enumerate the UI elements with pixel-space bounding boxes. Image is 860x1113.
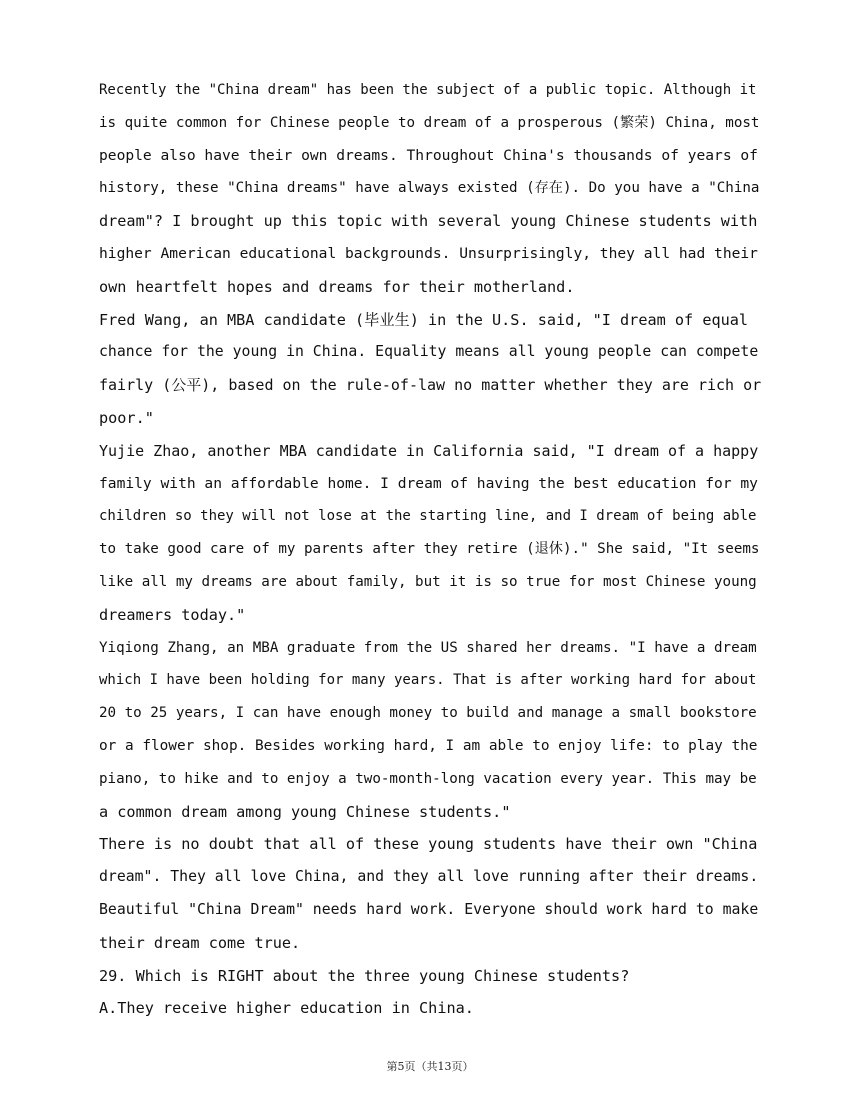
text-line: 20 to 25 years, I can have enough money to build and manage a small bookstore [99,705,757,722]
text-line: dream"? I brought up this topic with several young Chinese students with [99,212,758,231]
text-line: own heartfelt hopes and dreams for their motherland. [99,277,575,296]
text-line: like all my dreams are about family, but it is so true for most Chinese young [99,573,757,590]
passage-body [99,74,764,1025]
text-line: There is no doubt that all of these young students have their own "China [99,835,758,854]
text-line: to take good care of my parents after they retire (退休)." She said, "It seems [99,541,760,558]
text-line: Beautiful "China Dream" needs hard work. Everyone should work hard to make [99,900,759,918]
text-line: higher American educational backgrounds. Unsurprisingly, they all had their [99,244,758,262]
text-line: piano, to hike and to enjoy a two-month-long vacation every year. This may be [99,770,757,787]
text-line: people also have their own dreams. Throughout China's thousands of years of [99,146,758,164]
text-line: Fred Wang, an MBA candidate (毕业生) in the U.S. said, "I dream of equal [99,310,749,329]
text-line: Recently the "China dream" has been the subject of a public topic. Although it [99,82,757,98]
page-number-footer: 第5页（共13页） [386,1060,474,1073]
text-line: family with an affordable home. I dream of having the best education for my [99,474,758,492]
text-line: Yiqiong Zhang, an MBA graduate from the US shared her dreams. "I have a dream [99,639,757,656]
text-line: Yujie Zhao, another MBA candidate in California said, "I dream of a happy [99,441,759,460]
text-line: children so they will not lose at the starting line, and I dream of being able [99,508,757,525]
answer-option-a: A.They receive higher education in China. [99,999,474,1018]
text-line: chance for the young in China. Equality means all young people can compete [99,343,759,361]
question-stem: 29. Which is RIGHT about the three young Chinese students? [99,966,630,985]
text-line: is quite common for Chinese people to dream of a prosperous (繁荣) China, most [99,114,760,131]
text-line: history, these "China dreams" have always existed (存在). Do you have a "China [99,180,760,197]
text-line: their dream come true. [99,933,301,952]
text-line: dreamers today." [99,605,246,624]
text-line: fairly (公平), based on the rule-of-law no matter whether they are rich or [99,376,762,395]
text-line: dream". They all love China, and they all love running after their dreams. [99,868,759,886]
text-line: poor." [99,408,154,427]
text-line: or a flower shop. Besides working hard, I am able to enjoy life: to play the [99,737,758,754]
text-line: which I have been holding for many years. That is after working hard for about [99,672,757,689]
text-line: a common dream among young Chinese students." [99,802,511,821]
